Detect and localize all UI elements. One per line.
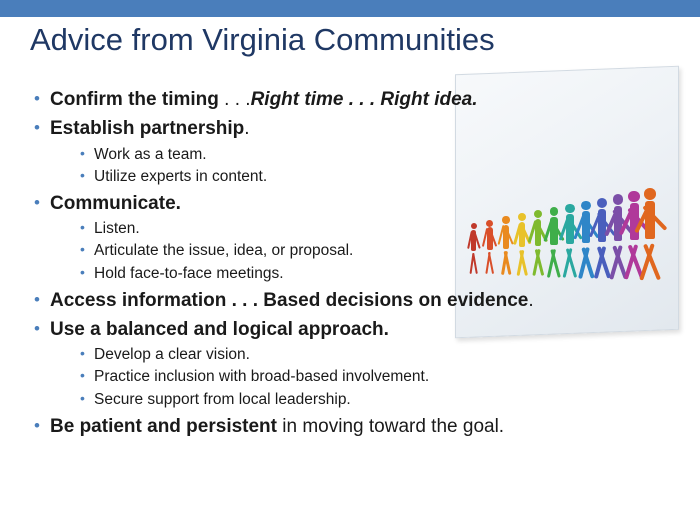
- sub-bullet-text: Hold face-to-face meetings.: [94, 264, 284, 282]
- list-item: [30, 192, 670, 284]
- bullet-icon: •: [80, 345, 85, 362]
- bullet-text-part: Communicate.: [50, 192, 181, 214]
- bullet-icon: •: [80, 166, 85, 183]
- list-item: [78, 219, 670, 239]
- bullet-icon: •: [80, 219, 85, 236]
- bullet-text-part: Access information . . . Based decisions on evidence: [50, 289, 529, 311]
- list-item: [78, 241, 670, 261]
- bullet-text-part: .: [528, 289, 534, 311]
- sub-bullet-text: Listen.: [94, 220, 140, 238]
- list-item: [30, 117, 670, 187]
- bullet-icon: •: [34, 289, 40, 309]
- list-item: [30, 289, 670, 313]
- list-item: [78, 367, 670, 387]
- bullet-icon: •: [34, 415, 40, 435]
- slide-top-accent-bar: [0, 0, 700, 17]
- list-item: [78, 167, 670, 187]
- list-item: [78, 145, 670, 165]
- sub-bullet-list: [50, 219, 670, 283]
- page-title: Advice from Virginia Communities: [30, 22, 495, 57]
- list-item: [78, 345, 670, 365]
- bullet-icon: •: [80, 144, 85, 161]
- bullet-text-part: . . .: [218, 89, 251, 110]
- bullet-icon: •: [34, 192, 40, 212]
- sub-bullet-text: Develop a clear vision.: [94, 346, 250, 364]
- sub-bullet-text: Secure support from local leadership.: [94, 390, 351, 408]
- bullet-list: [30, 88, 670, 439]
- bullet-icon: •: [80, 367, 85, 384]
- bullet-text-part: Use a balanced and logical approach.: [50, 318, 389, 340]
- sub-bullet-list: [50, 345, 670, 409]
- list-item: [30, 318, 670, 410]
- bullet-icon: •: [34, 318, 40, 338]
- sub-bullet-text: Utilize experts in content.: [94, 167, 268, 185]
- list-item: [78, 264, 670, 284]
- bullet-icon: •: [80, 263, 85, 280]
- sub-bullet-text: Work as a team.: [94, 145, 207, 163]
- bullet-text-part: .: [244, 118, 250, 140]
- bullet-text-part: Establish partnership: [50, 118, 245, 140]
- bullet-icon: •: [80, 389, 85, 406]
- sub-bullet-text: Articulate the issue, idea, or proposal.: [94, 242, 354, 260]
- bullet-icon: •: [34, 89, 40, 108]
- bullet-text-part: Be patient and persistent: [50, 415, 277, 437]
- sub-bullet-text: Practice inclusion with broad-based involvement.: [94, 368, 430, 386]
- list-item: [30, 415, 670, 439]
- bullet-icon: •: [80, 241, 85, 258]
- list-item: [78, 390, 670, 410]
- bullet-icon: •: [34, 118, 40, 138]
- bullet-list-container: [30, 88, 670, 444]
- list-item: [30, 88, 670, 112]
- bullet-text-part: Right time . . . Right idea.: [250, 89, 478, 110]
- bullet-text-part: in moving toward the goal.: [277, 415, 505, 437]
- sub-bullet-list: [50, 145, 670, 187]
- bullet-text-part: Confirm the timing: [50, 89, 219, 110]
